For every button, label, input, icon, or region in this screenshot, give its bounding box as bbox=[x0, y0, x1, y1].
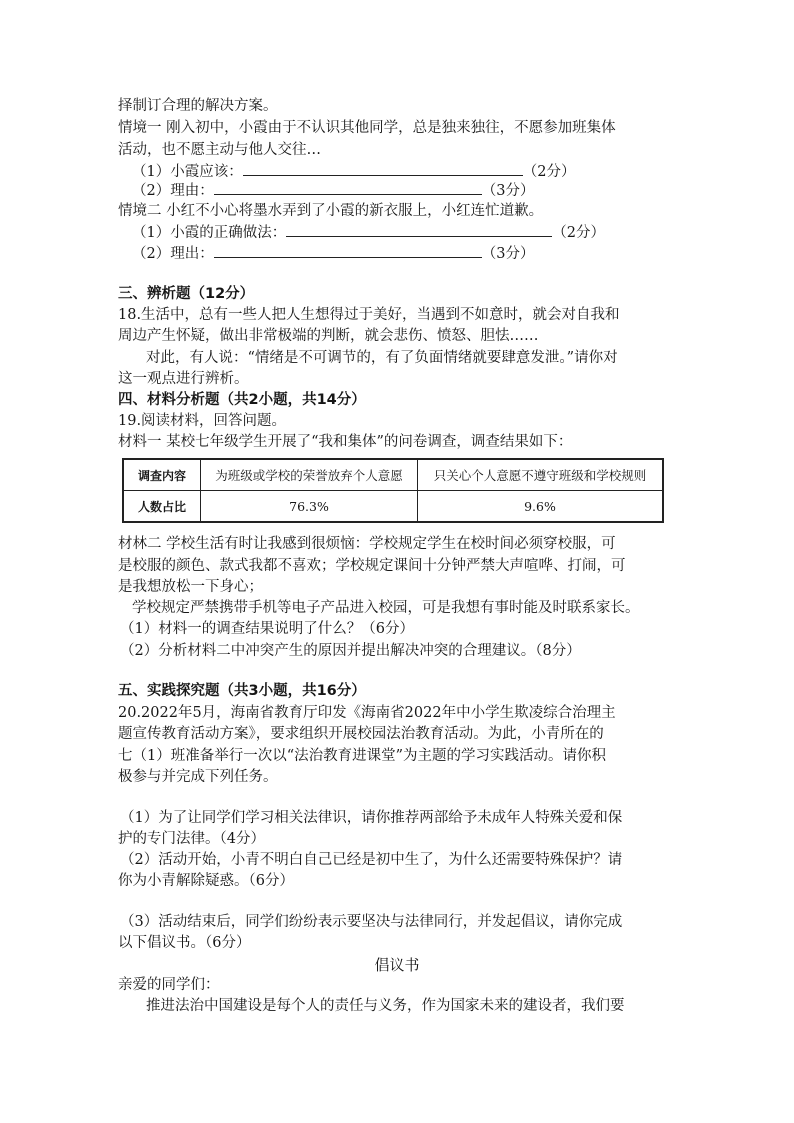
scenario-two-question-1 bbox=[132, 222, 605, 243]
question-label: （1）小霞应该： bbox=[132, 164, 243, 180]
q20-line-1: 20.2022年5月，海南省教育厅印发《海南省2022年中小学生欺凌综合治理主 bbox=[118, 705, 616, 721]
table-header-cell: 调查内容 bbox=[123, 459, 201, 491]
q18-line-4: 这一观点进行辨析。 bbox=[118, 371, 249, 387]
points: （2分） bbox=[552, 225, 605, 241]
task-2-line-1: （2）活动开始，小青不明白自己已经是初中生了，为什么还需要特殊保护？请 bbox=[120, 852, 623, 868]
material-one-line: 材料一 某校七年级学生开展了“我和集体”的问卷调查，调查结果如下： bbox=[118, 434, 573, 450]
q19-subquestion-2: （2）分析材料二中冲突产生的原因并提出解决冲突的合理建议。（8分） bbox=[120, 643, 581, 659]
q18-line-3: 对此，有人说：“情绪是不可调节的，有了负面情绪就要肆意发泄。”请你对 bbox=[146, 350, 618, 366]
letter-title: 倡议书 bbox=[374, 956, 420, 974]
task-2-line-2: 你为小青解除疑惑。（6分） bbox=[118, 873, 294, 889]
table-cell: 76.3% bbox=[201, 491, 418, 523]
q18-line-1: 18.生活中，总有一些人把人生想得过于美好，当遇到不如意时，就会对自我和 bbox=[118, 307, 620, 323]
q20-line-4: 极参与并完成下列任务。 bbox=[118, 769, 278, 785]
table-cell: 9.6% bbox=[418, 491, 664, 523]
table-header-cell: 只关心个人意愿不遵守班级和学校规则 bbox=[418, 459, 664, 491]
section-3-heading: 三、辨析题（12分） bbox=[118, 286, 255, 302]
question-label: （2）理出： bbox=[132, 246, 214, 262]
material-two-line-1: 材林二 学校生活有时让我感到很烦恼：学校规定学生在校时间必须穿校服，可 bbox=[118, 536, 616, 552]
task-3-line-1: （3）活动结束后，同学们纷纷表示要坚决与法律同行，并发起倡议，请你完成 bbox=[120, 914, 623, 930]
intro-line: 择制订合理的解决方案。 bbox=[118, 98, 278, 114]
scenario-one-question-2 bbox=[132, 180, 534, 201]
table-row bbox=[123, 491, 663, 523]
section-5-heading: 五、实践探究题（共3小题，共16分） bbox=[118, 683, 366, 699]
points: （2分） bbox=[522, 164, 576, 180]
scenario-two-question-2 bbox=[132, 243, 534, 264]
answer-blank[interactable] bbox=[243, 161, 523, 176]
scenario-one-question-1 bbox=[132, 161, 575, 182]
survey-table bbox=[122, 458, 664, 523]
scenario-one-line-2: 活动，也不愿主动与他人交往… bbox=[118, 142, 321, 158]
scenario-one-line-1: 情境一 刚入初中，小霞由于不认识其他同学，总是独来独往，不愿参加班集体 bbox=[118, 120, 616, 136]
answer-blank[interactable] bbox=[286, 222, 552, 237]
q19-prompt: 19.阅读材料，回答问题。 bbox=[118, 413, 287, 429]
question-label: （2）理由： bbox=[132, 183, 214, 199]
q19-subquestion-1: （1）材料一的调查结果说明了什么？（6分） bbox=[120, 621, 414, 637]
material-two-line-4: 学校规定严禁携带手机等电子产品进入校园，可是我想有事时能及时联系家长。 bbox=[132, 600, 640, 616]
task-3-line-2: 以下倡议书。（6分） bbox=[118, 935, 251, 951]
points: （3分） bbox=[481, 183, 535, 199]
material-two-line-2: 是校服的颜色、款式我都不喜欢；学校规定课间十分钟严禁大声喧哗、打闹，可 bbox=[118, 558, 626, 574]
question-label: （1）小霞的正确做法： bbox=[132, 225, 287, 241]
answer-blank[interactable] bbox=[214, 180, 482, 195]
scenario-two-line-1: 情境二 小红不小心将墨水弄到了小霞的新衣服上，小红连忙道歉。 bbox=[118, 203, 544, 219]
table-header-cell: 为班级或学校的荣誉放弃个人意愿 bbox=[201, 459, 418, 491]
q18-line-2: 周边产生怀疑，做出非常极端的判断，就会悲伤、愤怒、胆怯…… bbox=[118, 328, 539, 344]
letter-body-line-1: 推进法治中国建设是每个人的责任与义务，作为国家未来的建设者，我们要 bbox=[146, 998, 625, 1014]
points: （3分） bbox=[481, 246, 535, 262]
q20-line-3: 七（1）班准备举行一次以“法治教育进课堂”为主题的学习实践活动。请你积 bbox=[118, 748, 607, 764]
q20-line-2: 题宣传教育活动方案》，要求组织开展校园法治教育活动。为此，小青所在的 bbox=[118, 726, 604, 742]
task-1-line-1: （1）为了让同学们学习相关法律识，请你推荐两部给予未成年人特殊关爱和保 bbox=[120, 810, 623, 826]
material-two-line-3: 是我想放松一下身心； bbox=[118, 579, 263, 595]
section-4-heading: 四、材料分析题（共2小题，共14分） bbox=[118, 392, 366, 408]
letter-greeting: 亲爱的同学们： bbox=[118, 977, 220, 993]
answer-blank[interactable] bbox=[214, 243, 482, 258]
task-1-line-2: 护的专门法律。（4分） bbox=[118, 831, 265, 847]
table-row-label: 人数占比 bbox=[123, 491, 201, 523]
table-row bbox=[123, 459, 663, 491]
